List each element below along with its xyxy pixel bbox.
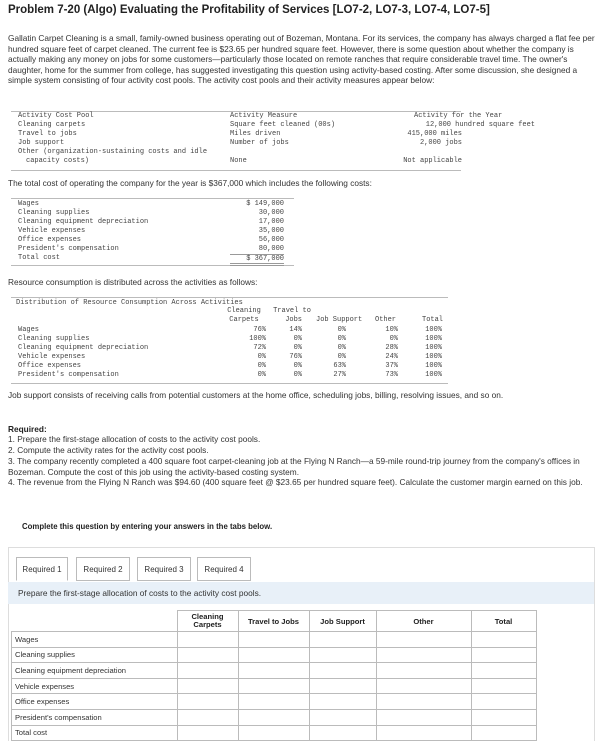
answer-input-cell[interactable] [471, 678, 536, 694]
required-item-3: 3. The company recently completed a 400 square foot carpet-cleaning job at the Flying N Ranch—a 59-mile round-trip journey from the company's offices in Bozeman. Compute the cost of this job using the activity-based costing system. [8, 456, 580, 477]
col-other-header: Other [375, 316, 397, 324]
pool-name: Job support [18, 139, 65, 147]
answer-row [12, 663, 537, 679]
total-pct: 100% [425, 353, 442, 361]
required-item-1: 1. Prepare the first-stage allocation of costs to the activity cost pools. [8, 434, 261, 444]
answer-input-cell[interactable] [238, 694, 309, 710]
answer-input-cell[interactable] [238, 725, 309, 741]
answer-input-cell[interactable] [309, 709, 376, 725]
cost-label: Cleaning supplies [18, 209, 90, 217]
answer-input-cell[interactable] [471, 725, 536, 741]
problem-title: Problem 7-20 (Algo) Evaluating the Profitability of Services [LO7-2, LO7-3, LO7-4, LO7-5] [8, 4, 490, 16]
total-pct: 100% [425, 362, 442, 370]
dist-row-label: Vehicle expenses [18, 353, 86, 361]
answer-input-cell[interactable] [376, 632, 471, 648]
other-pct: 24% [385, 353, 398, 361]
answer-input-cell[interactable] [309, 663, 376, 679]
support-pct: 0% [337, 335, 346, 343]
cost-label: Cleaning equipment depreciation [18, 218, 149, 226]
cost-label: Vehicle expenses [18, 227, 86, 235]
required-item-2: 2. Compute the activity rates for the activity cost pools. [8, 445, 209, 455]
dist-row-label: Office expenses [18, 362, 82, 370]
answer-input-cell[interactable] [309, 647, 376, 663]
tab-required-3[interactable]: Required 3 [137, 557, 191, 581]
answer-row-label: Vehicle expenses [12, 678, 178, 694]
answer-input-cell[interactable] [376, 663, 471, 679]
pool-measure: Number of jobs [230, 139, 289, 147]
required-heading: Required: [8, 424, 47, 434]
pool-activity: 2,000 jobs [419, 139, 462, 147]
cleaning-pct: 72% [253, 344, 266, 352]
answer-input-cell[interactable] [177, 647, 238, 663]
cleaning-pct: 100% [249, 335, 266, 343]
grid-corner [12, 611, 178, 632]
cleaning-pct: 0% [257, 362, 266, 370]
support-pct: 27% [333, 371, 346, 379]
total-pct: 100% [425, 326, 442, 334]
support-pct: 0% [337, 326, 346, 334]
answer-row [12, 694, 537, 710]
pool-measure: Miles driven [230, 130, 281, 138]
cost-amount: 30,000 [258, 209, 284, 217]
answer-row-label: Cleaning supplies [12, 647, 178, 663]
answer-row-label: Office expenses [12, 694, 178, 710]
total-pct: 100% [425, 371, 442, 379]
cost-label: President's compensation [18, 245, 119, 253]
travel-pct: 0% [293, 344, 302, 352]
grid-col-other: Other [376, 611, 471, 632]
prompt-text: Prepare the first-stage allocation of costs to the activity cost pools. [18, 588, 262, 598]
answer-input-cell[interactable] [177, 663, 238, 679]
answer-input-cell[interactable] [309, 632, 376, 648]
answer-row [12, 709, 537, 725]
answer-input-cell[interactable] [309, 725, 376, 741]
col-cleaning-header: Cleaning [227, 307, 261, 315]
answer-input-cell[interactable] [309, 694, 376, 710]
answer-input-cell[interactable] [376, 678, 471, 694]
answer-input-cell[interactable] [471, 709, 536, 725]
cost-amount: $ 367,000 [230, 254, 284, 266]
dist-row-label: Cleaning supplies [18, 335, 90, 343]
answer-input-cell[interactable] [471, 647, 536, 663]
answer-row-label: Wages [12, 632, 178, 648]
answer-row [12, 632, 537, 648]
activity-header: Activity for the Year [414, 112, 503, 120]
travel-pct: 76% [289, 353, 302, 361]
pool-name: Cleaning carpets [18, 121, 86, 129]
pool-name: Travel to jobs [18, 130, 77, 138]
support-pct: 63% [333, 362, 346, 370]
intro-paragraph: Gallatin Carpet Cleaning is a small, family-owned business operating out of Bozeman, Montana. For its services, the company has always charged a flat fee per hundred square feet of carpet cleaned. The current fee is $23.65 per hundred square feet. However, there is some question about whether the company is actually making any money on jobs for some customers—particularly those located on remote ranches that require considerable travel time. The owner's daughter, home for the summer from college, has suggested investigating this question using activity-based costing. After some discussion, she designed a simple system consisting of four activity cost pools. The activity cost pools and their activity measures appear below: [8, 33, 595, 86]
dist-row-label: President's compensation [18, 371, 119, 379]
distribution-caption: Distribution of Resource Consumption Across Activities [16, 299, 243, 307]
total-pct: 100% [425, 344, 442, 352]
cost-amount: $ 149,000 [246, 200, 284, 208]
col-travel-header: Jobs [285, 316, 302, 324]
grid-col-support: Job Support [309, 611, 376, 632]
pool-measure: Square feet cleaned (00s) [230, 121, 336, 129]
answer-input-cell[interactable] [238, 663, 309, 679]
prompt-bar [8, 582, 594, 604]
answer-grid [11, 610, 537, 741]
dist-row-label: Wages [18, 326, 40, 334]
pool-header: Activity Cost Pool [18, 112, 94, 120]
resource-statement: Resource consumption is distributed across the activities as follows: [8, 277, 258, 287]
total-cost-statement: The total cost of operating the company for the year is $367,000 which includes the following costs: [8, 178, 372, 188]
pool-other-activity: Not applicable [403, 157, 462, 165]
cost-amount: 80,000 [258, 245, 284, 253]
pool-other-line1: Other (organization-sustaining costs and idle [18, 148, 208, 156]
answer-input-cell[interactable] [238, 647, 309, 663]
answer-row [12, 647, 537, 663]
answer-input-cell[interactable] [177, 709, 238, 725]
pool-other-measure: None [230, 157, 247, 165]
cost-label: Wages [18, 200, 40, 208]
answer-input-cell[interactable] [238, 632, 309, 648]
answer-input-cell[interactable] [309, 678, 376, 694]
answer-input-cell[interactable] [376, 694, 471, 710]
measure-header: Activity Measure [230, 112, 298, 120]
col-cleaning-header: Carpets [229, 316, 259, 324]
col-support-header: Job Support [316, 316, 363, 324]
required-item-4: 4. The revenue from the Flying N Ranch was $94.60 (400 square feet @ $23.65 per hundred square feet). Calculate the customer margin earned on this job. [8, 477, 583, 487]
answer-row [12, 725, 537, 741]
grid-col-travel: Travel to Jobs [238, 611, 309, 632]
other-pct: 10% [385, 326, 398, 334]
other-pct: 0% [389, 335, 398, 343]
cleaning-pct: 76% [253, 326, 266, 334]
answer-input-cell[interactable] [177, 678, 238, 694]
answer-row-label: Cleaning equipment depreciation [12, 663, 178, 679]
answer-row-label: President's compensation [12, 709, 178, 725]
travel-pct: 0% [293, 371, 302, 379]
answer-input-cell[interactable] [376, 647, 471, 663]
col-total-header: Total [422, 316, 444, 324]
total-pct: 100% [425, 335, 442, 343]
tab-required-2[interactable]: Required 2 [76, 557, 130, 581]
col-travel-header: Travel to [273, 307, 311, 315]
cost-label: Office expenses [18, 236, 82, 244]
cost-amount: 35,000 [258, 227, 284, 235]
grid-col-cleaning: Cleaning Carpets [177, 611, 238, 632]
travel-pct: 0% [293, 335, 302, 343]
cleaning-pct: 0% [257, 371, 266, 379]
cost-amount: 17,000 [258, 218, 284, 226]
travel-pct: 14% [289, 326, 302, 334]
other-pct: 37% [385, 362, 398, 370]
instruction-text: Complete this question by entering your answers in the tabs below. [22, 522, 273, 531]
tab-required-1[interactable]: Required 1 [16, 557, 68, 581]
answer-input-cell[interactable] [471, 663, 536, 679]
answer-input-cell[interactable] [177, 632, 238, 648]
support-pct: 0% [337, 344, 346, 352]
answer-input-cell[interactable] [376, 725, 471, 741]
answer-row-label: Total cost [12, 725, 178, 741]
answer-input-cell[interactable] [238, 709, 309, 725]
pool-other-line2: capacity costs) [26, 157, 90, 165]
job-support-text: Job support consists of receiving calls from potential customers at the home office, scheduling jobs, billing, resolving issues, and so on. [8, 390, 504, 400]
answer-row [12, 678, 537, 694]
pool-activity: 12,000 hundred square feet [425, 121, 535, 129]
answer-input-cell[interactable] [177, 725, 238, 741]
cost-label: Total cost [18, 254, 61, 262]
cleaning-pct: 0% [257, 353, 266, 361]
answer-input-cell[interactable] [471, 694, 536, 710]
cost-amount: 56,000 [258, 236, 284, 244]
answer-input-cell[interactable] [177, 694, 238, 710]
dist-row-label: Cleaning equipment depreciation [18, 344, 149, 352]
support-pct: 0% [337, 353, 346, 361]
answer-input-cell[interactable] [471, 632, 536, 648]
travel-pct: 0% [293, 362, 302, 370]
answer-input-cell[interactable] [376, 709, 471, 725]
other-pct: 73% [385, 371, 398, 379]
other-pct: 28% [385, 344, 398, 352]
grid-col-total: Total [471, 611, 536, 632]
answer-input-cell[interactable] [238, 678, 309, 694]
pool-activity: 415,000 miles [407, 130, 462, 138]
tab-required-4[interactable]: Required 4 [197, 557, 251, 581]
